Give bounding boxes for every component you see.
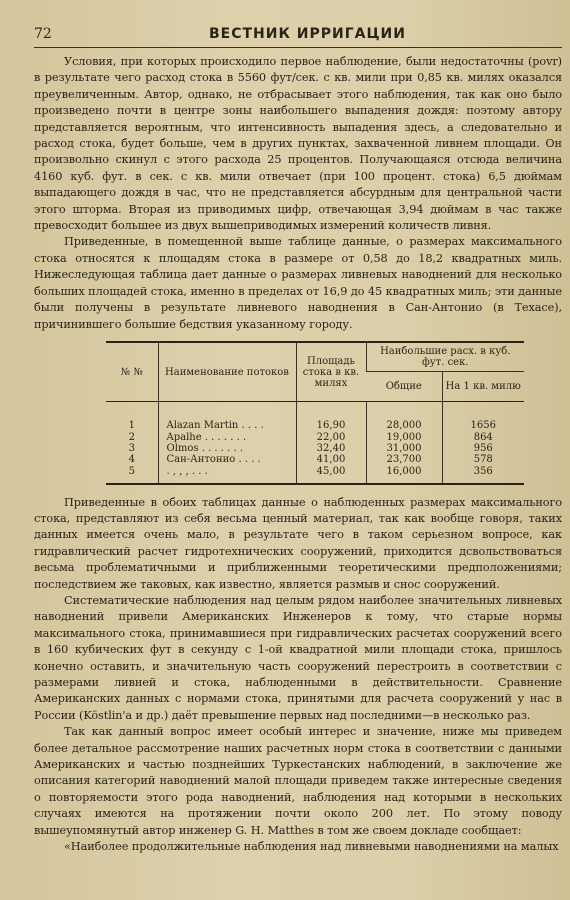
header-num: № № [120, 366, 143, 378]
cell-total: 31,000 [366, 443, 442, 454]
header-name: Наименование потоков [158, 342, 296, 402]
paragraph: Приведенные в обоих таблицах данные о наблюденных размерах максимального стока, представляют из себя весьма ценный материал, так как вообще говоря, таких данных имеется очень мало, в результате чего в таком серьезном вопросе, как гидравлический расчет гидротехнических сооружений, приходится дсвольствоваться весьма проблематичными и приближенными теоретическими предположениями; последствием же таковых, как известно, является размыв и снос сооружений. [34, 495, 562, 591]
table-row [106, 402, 524, 432]
page-number: 72 [34, 26, 52, 42]
cell-per-mile: 1656 [442, 402, 524, 432]
table-row [106, 443, 524, 454]
cell-name: Alazan Martin . . . . [158, 402, 296, 432]
paragraph: Систематические наблюдения над целым рядом наиболее значительных ливневых наводнений привели Американских Инженеров к тому, что старые нормы максимального стока, принимавшиеся при гидравлических расчетах сооружений всего в 160 кубических фут в секунду с 1-ой квадратной мили площади стока, пришлось конечно оставить, и значительную часть сооружений перестроить в соответствии с размерами ливней и стока, наблюденными в действительности. Сравнение Американских данных с нормами стока, принятыми для расчета сооружений у нас в России (Köstlin'а и др.) даёт превышение первых над последними—в несколько раз. [34, 594, 562, 722]
cell-per-mile: 864 [442, 431, 524, 442]
cell-area: 22,00 [296, 431, 366, 442]
paragraph: Приведенные, в помещенной выше таблице данные, о размерах максимального стока относятся к площадям стока в размере от 0,58 до 18,2 квадратных миль. Нижеследующая таблица дает данные о размерах ливневых наводнений для несколько больших площадей стока, именно в пределах от 16,9 до 45 квадратных миль; эти данные были получены в результате ливневого наводнения в Сан-Антонио (в Техасе), причинившего большие бедствия указанному городу. [34, 235, 562, 331]
cell-total: 28,000 [366, 402, 442, 432]
cell-num: 4 [128, 454, 135, 466]
cell-name: . , , , . . . [158, 466, 296, 484]
cell-num: 3 [128, 442, 135, 454]
cell-per-mile: 356 [442, 466, 524, 484]
page-header [34, 26, 562, 48]
cell-num: 5 [128, 465, 135, 477]
cell-total: 23,700 [366, 454, 442, 465]
cell-area: 32,40 [296, 443, 366, 454]
table-row [106, 466, 524, 484]
cell-total: 16,000 [366, 466, 442, 484]
cell-area: 45,00 [296, 466, 366, 484]
header-total: Общие [366, 372, 442, 402]
cell-area: 16,90 [296, 402, 366, 432]
header-per-mile: На 1 кв. милю [442, 372, 524, 402]
header-area: Площадь стока в кв. милях [296, 342, 366, 402]
cell-name: Apalhe . . . . . . . [158, 431, 296, 442]
cell-per-mile: 578 [442, 454, 524, 465]
table-row [106, 431, 524, 442]
cell-per-mile: 956 [442, 443, 524, 454]
cell-total: 19,000 [366, 431, 442, 442]
paragraph: Условия, при которых происходило первое наблюдение, были недостаточны (povr) в результате чего расход стока в 5560 фут/сек. с кв. мили при 0,85 кв. милях оказался преувеличенным. Автор, однако, не отбрасывает этого наблюдения, так как оно было произведено почти в центре зоны наибольшего выпадения дождя: поэтому автору представляется вероятным, что интенсивность выпадения здесь, а следовательно и расход стока, будет больше, чем в других пунктах, захваченной ливнем площади. Он произвольно скинул с этого расхода 25 процентов. Получающаяся отсюда величина 4160 куб. фут. в сек. с кв. мили отвечает (при 100 процент. стока) 6,5 дюймам выпадающего дождя в час, что не представляется абсурдным для центральной части этого шторма. Вторая из приводимых цифр, отвечающая 3,94 дюймам в час также превосходит большее из двух вышеприводимых измерений количеств ливня. [34, 55, 562, 233]
paragraph: Так как данный вопрос имеет особый интерес и значение, ниже мы приведем более детальное рассмотрение наших расчетных норм стока в соответствии с данными Американских и частью позднейших Туркестанских наблюдений, в заключение же описания категорий наводнений малой площади приведем также интересные сведения о повторяемости этого рода наводнений, наблюдения над которыми в нескольких случаях имеются на протяжении почти около 200 лет. По этому поводу вышеупомянутый автор инженер G. H. Matthes в том же своем докладе сообщает: [34, 725, 562, 837]
cell-name: Olmos . . . . . . . [158, 443, 296, 454]
header-flow-group: Наибольшие расх. в куб. фут. сек. [366, 342, 524, 372]
journal-title: ВЕСТНИК ИРРИГАЦИИ [209, 26, 406, 42]
flood-table [106, 341, 524, 485]
cell-area: 41,00 [296, 454, 366, 465]
cell-num: 1 [128, 420, 135, 432]
cell-num: 2 [128, 431, 135, 443]
table-row [106, 454, 524, 465]
paragraph: «Наиболее продолжительные наблюдения над ливневыми наводнениями на малых [64, 840, 559, 854]
cell-name: Сан-Антонио . . . . [158, 454, 296, 465]
